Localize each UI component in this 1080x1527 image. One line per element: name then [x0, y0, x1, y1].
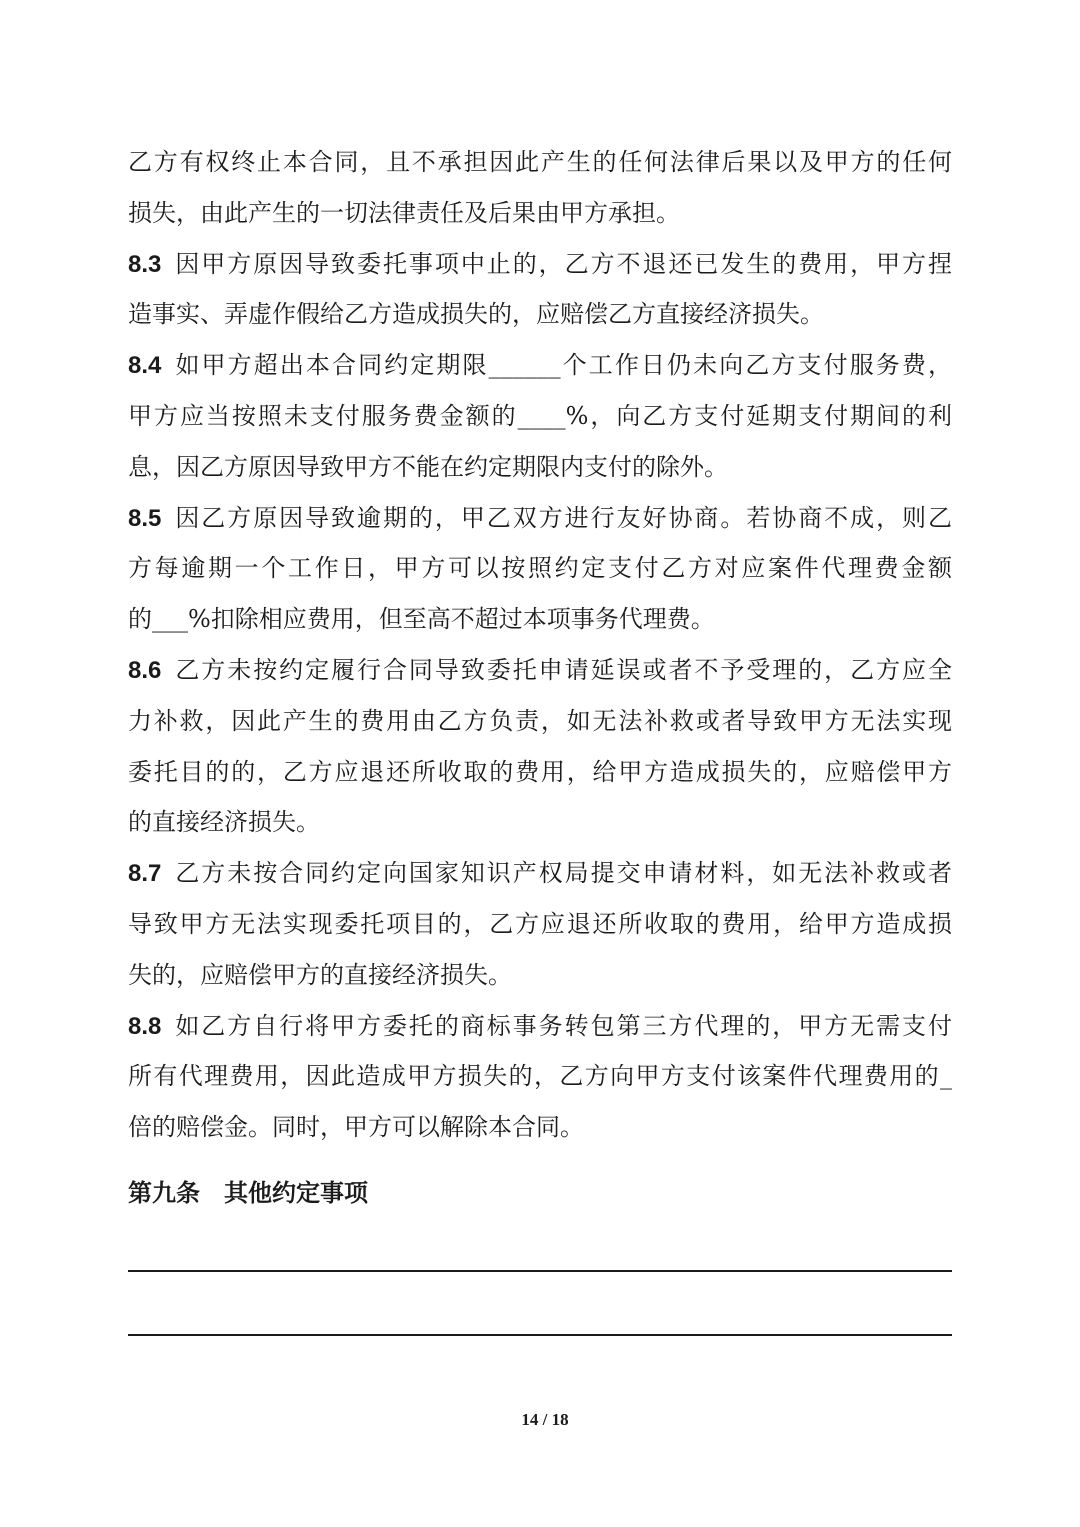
clause-number: 8.6	[128, 656, 162, 684]
clause-number: 8.4	[128, 352, 162, 380]
clause-line: 8.6 乙方未按约定履行合同导致委托申请延误或者不予受理的，乙方应全	[128, 655, 952, 684]
clause-number: 8.8	[128, 1012, 162, 1040]
page-number: 14 / 18	[521, 1410, 569, 1429]
contract-body	[128, 137, 952, 1153]
clause-line: 导致甲方无法实现委托项目的，乙方应退还所收取的费用，给甲方造成损	[128, 909, 952, 938]
clause-line: 8.4 如甲方超出本合同约定期限______个工作日仍未向乙方支付服务费，	[128, 351, 952, 380]
section-heading: 第九条 其他约定事项	[128, 1179, 368, 1207]
clause-line: 甲方应当按照未支付服务费金额的____%，向乙方支付延期支付期间的利	[128, 401, 952, 430]
clause-line: 8.5 因乙方原因导致逾期的，甲乙双方进行友好协商。若协商不成，则乙	[128, 503, 952, 532]
clause-8-3	[128, 239, 952, 341]
blank-fill-line	[128, 1334, 952, 1336]
clause-line: 所有代理费用，因此造成甲方损失的，乙方向甲方支付该案件代理费用的_	[128, 1062, 952, 1091]
clause-number: 8.5	[128, 504, 162, 532]
clause-8-4	[128, 340, 952, 492]
clause-line: 损失，由此产生的一切法律责任及后果由甲方承担。	[128, 198, 680, 227]
clause-line: 8.8 如乙方自行将甲方委托的商标事务转包第三方代理的，甲方无需支付	[128, 1011, 952, 1040]
clause-8-7	[128, 848, 952, 1000]
clause-line: 失的，应赔偿甲方的直接经济损失。	[128, 960, 512, 989]
clause-line: 息，因乙方原因导致甲方不能在约定期限内支付的除外。	[128, 452, 728, 481]
clause-line: 8.7 乙方未按合同约定向国家知识产权局提交申请材料，如无法补救或者	[128, 859, 952, 888]
blank-fill-line	[128, 1270, 952, 1272]
clause-number: 8.7	[128, 860, 162, 888]
clause-8-6	[128, 645, 952, 848]
clause-line: 的直接经济损失。	[128, 808, 320, 837]
clause-line: 造事实、弄虚作假给乙方造成损失的，应赔偿乙方直接经济损失。	[128, 300, 824, 329]
clause-number: 8.3	[128, 250, 162, 278]
clause-line: 委托目的的，乙方应退还所收取的费用，给甲方造成损失的，应赔偿甲方	[128, 757, 952, 786]
clause-line: 的___%扣除相应费用，但至高不超过本项事务代理费。	[128, 605, 715, 634]
clause-line: 力补救，因此产生的费用由乙方负责，如无法补救或者导致甲方无法实现	[128, 706, 952, 735]
clause-line: 8.3 因甲方原因导致委托事项中止的，乙方不退还已发生的费用，甲方捏	[128, 249, 952, 278]
clause-8-5	[128, 493, 952, 645]
clause-continuation	[128, 137, 952, 239]
clause-line: 倍的赔偿金。同时，甲方可以解除本合同。	[128, 1113, 584, 1142]
clause-line: 方每逾期一个工作日，甲方可以按照约定支付乙方对应案件代理费金额	[128, 554, 952, 583]
clause-8-8	[128, 1001, 952, 1153]
clause-line: 乙方有权终止本合同，且不承担因此产生的任何法律后果以及甲方的任何	[128, 148, 952, 176]
